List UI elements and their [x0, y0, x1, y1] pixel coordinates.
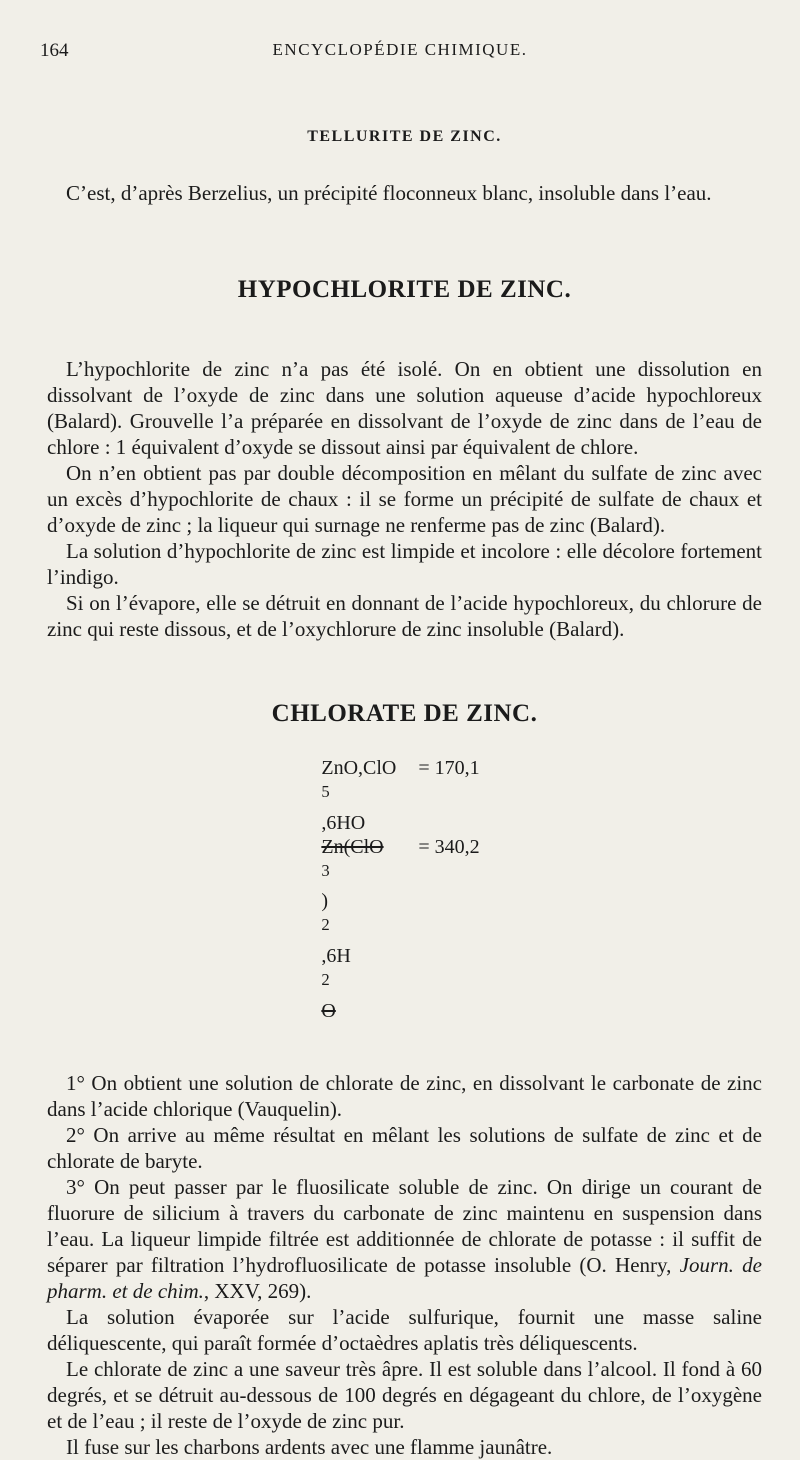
paragraph: Si on l’évapore, elle se détruit en donnant de l’acide hypochloreux, du chlorure de zinc qui reste dissous, et de l’oxychlorure de zinc insoluble (Balard). — [47, 591, 762, 641]
paragraph: On n’en obtient pas par double décomposition en mêlant du sulfate de zinc avec un excès d’hypochlorite de chaux : il se forme un précipité de sulfate de chaux et d’oxyde de zinc ; la liqueur qui surnage ne renferme pas de zinc (Balard). — [47, 461, 762, 537]
paragraph: La solution d’hypochlorite de zinc est limpide et incolore : elle décolore fortement l’indigo. — [47, 539, 762, 589]
formula-row — [321, 756, 487, 835]
formula-block — [321, 756, 487, 1023]
formula-equivalent: = 170,1 — [418, 757, 480, 779]
paragraph: Le chlorate de zinc a une saveur très âpre. Il est soluble dans l’alcool. Il fond à 60 degrés, et se détruit au-dessous de 100 degrés en dégageant du chlore, de l’oxygène et de l’eau ; il reste de l’oxyde de zinc pur. — [47, 1356, 762, 1433]
paragraph: Il fuse sur les charbons ardents avec une flamme jaunâtre. — [66, 1434, 553, 1459]
formula-row — [321, 835, 487, 1023]
page-header — [40, 40, 760, 70]
page-body — [47, 128, 762, 1460]
paragraph: 2° On arrive au même résultat en mêlant les solutions de sulfate de zinc et de chlorate de baryte. — [47, 1122, 762, 1173]
running-head: ENCYCLOPÉDIE CHIMIQUE. — [272, 40, 528, 59]
formula-equivalent: = 340,2 — [418, 835, 480, 858]
journal-title: Journ. de pharm. et de chim. — [47, 1252, 762, 1303]
page-number: 164 — [40, 40, 69, 61]
section-title-tellurite: TELLURITE DE ZINC. — [307, 128, 502, 145]
paragraph: 1° On obtient une solution de chlorate de zinc, en dissolvant le carbonate de zinc dans l’acide chlorique (Vauquelin). — [47, 1070, 762, 1121]
section-title-chlorate: CHLORATE DE ZINC. — [271, 700, 538, 727]
paragraph: La solution évaporée sur l’acide sulfurique, fournit une masse saline déliquescente, qui paraît formée d’octaèdres aplatis très déliquescents. — [47, 1304, 762, 1355]
section-title-hypochlorite: HYPOCHLORITE DE ZINC. — [237, 276, 572, 303]
formula-old-notation: ZnO,ClO$^5$,6HO — [321, 757, 397, 834]
paragraph: C’est, d’après Berzelius, un précipité floconneux blanc, insoluble dans l’eau. — [66, 181, 712, 205]
paragraph: 3° On peut passer par le fluosilicate soluble de zinc. On dirige un courant de fluorure de silicium à travers du carbonate de zinc maintenu en suspension dans l’eau. La liqueur limpide filtrée est additionnée de chlorate de potasse : il suffit de séparer par filtration l’hydrofluosilicate de potasse insoluble (O. Henry, Journ. de pharm. et de chim., XXV, 269). — [47, 1174, 762, 1303]
paragraph: L’hypochlorite de zinc n’a pas été isolé. On en obtient une dissolution en dissolvant de l’oxyde de zinc dans une solution aqueuse d’acide hypochloreux (Balard). Grouvelle l’a préparée en dissolvant de l’oxyde de zinc dans de l’eau de chlore : 1 équivalent d’oxyde se dissout ainsi par équivalent de chlore. — [47, 357, 762, 459]
formula-atomic-notation: $Zn(ClO^3)^2,6H^2O$ — [321, 835, 384, 1022]
